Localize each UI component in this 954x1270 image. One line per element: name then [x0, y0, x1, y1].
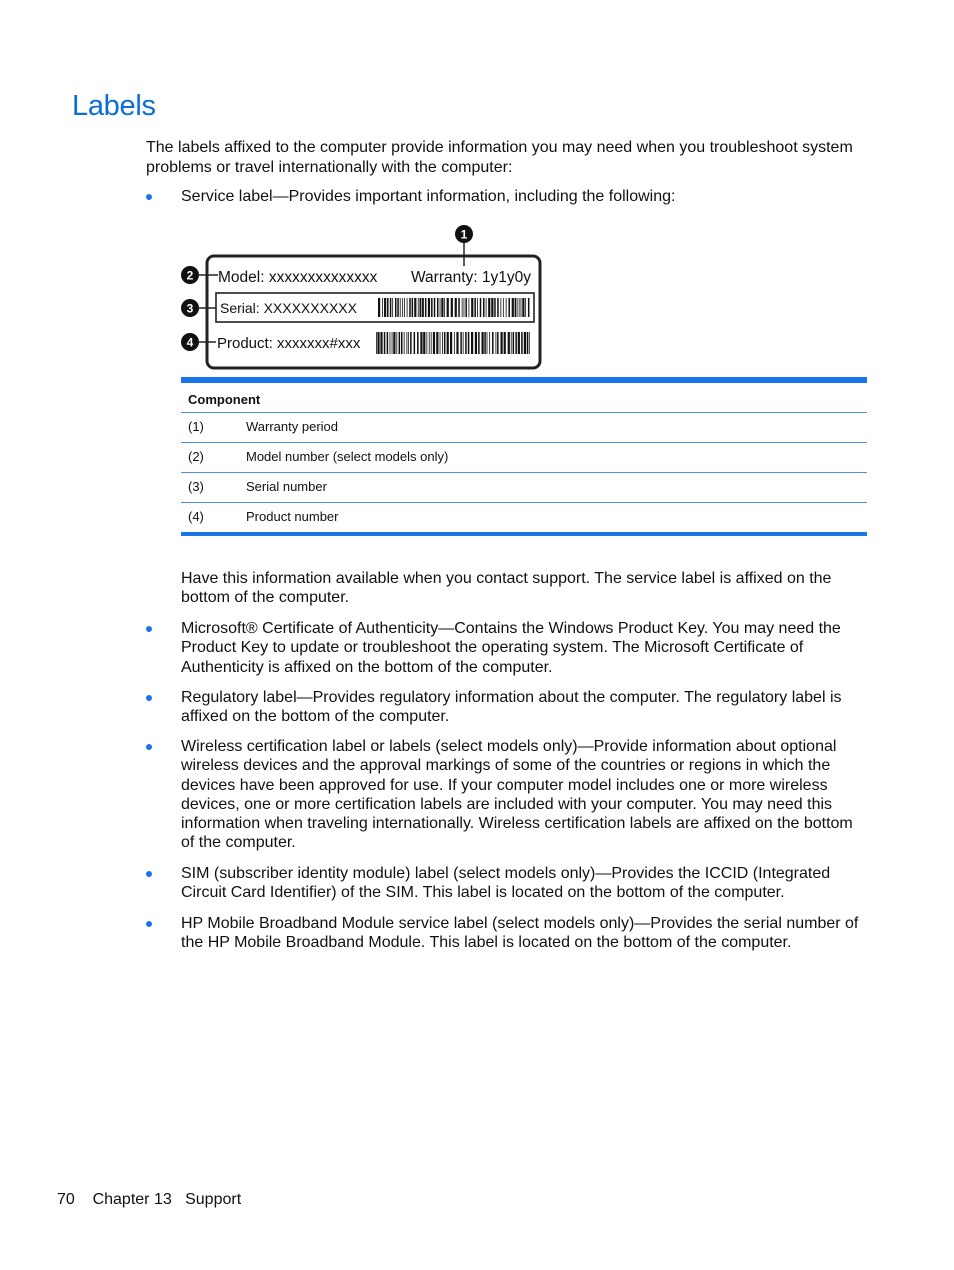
callout-number: 1 [460, 227, 468, 242]
barcode-bar [428, 298, 430, 317]
row-number: (4) [188, 509, 204, 524]
barcode-bar [399, 332, 401, 354]
barcode-bar [465, 332, 467, 354]
barcode-bar [384, 298, 386, 317]
barcode-bar [478, 332, 480, 354]
barcode-bar [393, 332, 395, 354]
barcode-bar [447, 332, 449, 354]
barcode-bar [431, 298, 433, 317]
bullet-text: HP Mobile Broadband Module service label (select models only)—Provides the serial number of the HP Mobile Broadband Module. This label is located on the bottom of the computer. [181, 915, 859, 952]
barcode-bar [497, 332, 499, 354]
bullet-dot-icon [146, 871, 152, 877]
barcode-bar [497, 298, 499, 317]
barcode-bar [401, 332, 403, 354]
table-row [181, 413, 867, 443]
intro-paragraph: The labels affixed to the computer provide information you may need when you troubleshoot system problems or travel internationally with the computer: [146, 139, 853, 176]
barcode-bar [456, 332, 458, 354]
barcode-bar [384, 332, 386, 354]
barcode-bar [529, 332, 530, 354]
barcode-bar [528, 298, 530, 317]
barcode-bar [387, 332, 389, 354]
barcode-bar [444, 332, 446, 354]
row-description: Serial number [246, 479, 327, 494]
barcode-bar [404, 332, 405, 354]
barcode-bar [451, 298, 453, 317]
barcode-bar [400, 298, 401, 317]
barcode-bar [500, 298, 501, 317]
table-header: Component [181, 383, 867, 413]
bullet-text: Microsoft® Certificate of Authenticity—Contains the Windows Product Key. You may need the Product Key to update or troubleshoot the operating system. The Microsoft Certificate of Authenticity is affixed on the bottom of the computer. [181, 620, 841, 676]
barcode-bar [440, 332, 441, 354]
barcode-bar [404, 298, 405, 317]
row-number: (2) [188, 449, 204, 464]
barcode-bar [477, 298, 478, 317]
barcode-bar [431, 332, 432, 354]
bullet-dot-icon [146, 744, 152, 750]
callout-number: 2 [186, 268, 194, 283]
barcode-bar [519, 298, 520, 317]
barcode-bar [444, 298, 445, 317]
barcode-bar [483, 298, 485, 317]
row-number: (1) [188, 419, 204, 434]
serial-text: Serial: XXXXXXXXXX [220, 300, 357, 316]
barcode-bar [420, 332, 422, 354]
barcode-bar [515, 298, 517, 317]
barcode-bar [475, 332, 477, 354]
barcode-bar [503, 298, 504, 317]
barcode-bar [390, 298, 392, 317]
barcode-bar [506, 298, 507, 317]
component-table [181, 377, 867, 536]
barcode-bar [474, 298, 476, 317]
barcode-bar [487, 332, 488, 354]
bullet-dot-icon [146, 194, 152, 200]
barcode-bar [414, 332, 416, 354]
footer-chapter: Chapter 13 [92, 1191, 172, 1208]
barcode-bar [425, 298, 427, 317]
barcode-bar [376, 332, 377, 354]
row-description: Product number [246, 509, 339, 524]
service-label-figure [178, 222, 544, 372]
barcode-bar [521, 332, 523, 354]
barcode-bar [471, 332, 473, 354]
barcode-bar [396, 332, 397, 354]
barcode-bar [390, 332, 391, 354]
barcode-bar [521, 298, 522, 317]
after-table-paragraph: Have this information available when you contact support. The service label is affixed on the bottom of the computer. [181, 570, 832, 607]
bullet-dot-icon [146, 695, 152, 701]
barcode-bar [513, 332, 515, 354]
barcode-bar [418, 298, 419, 317]
barcode-bar [517, 298, 518, 317]
bullet-text: Regulatory label—Provides regulatory information about the computer. The regulatory label is affixed on the bottom of the computer. [181, 689, 842, 726]
barcode-bar [527, 332, 529, 354]
page-title: Labels [72, 90, 156, 122]
barcode-bar [511, 332, 512, 354]
barcode-bar [460, 332, 462, 354]
barcode-bar [500, 332, 502, 354]
barcode-bar [377, 332, 379, 354]
barcode-bar [471, 298, 473, 317]
barcode-bar [387, 298, 389, 317]
barcode-bar [524, 332, 526, 354]
barcode-bar [410, 332, 412, 354]
barcode-bar [515, 332, 517, 354]
barcode-bar [422, 298, 424, 317]
bullet-dot-icon [146, 626, 152, 632]
barcode-bar [429, 332, 430, 354]
barcode-bar [378, 298, 380, 317]
barcode-bar [382, 298, 383, 317]
page-footer [57, 1191, 241, 1209]
row-description: Warranty period [246, 419, 338, 434]
row-description: Model number (select models only) [246, 449, 449, 464]
barcode-bar [441, 298, 443, 317]
warranty-text: Warranty: 1y1y0y [411, 269, 532, 286]
barcode-bar [437, 298, 439, 317]
barcode-bar [454, 332, 455, 354]
barcode-bar [494, 298, 496, 317]
barcode-bar [496, 332, 497, 354]
barcode-bar [412, 298, 414, 317]
barcode-bar [455, 298, 457, 317]
barcode-bar [397, 298, 399, 317]
barcode-bar [482, 332, 484, 354]
barcode-bar [419, 298, 421, 317]
barcode-bar [484, 332, 486, 354]
bullet-text: Service label—Provides important information, including the following: [181, 188, 676, 205]
barcode-bar [380, 332, 382, 354]
barcode-bar [426, 332, 427, 354]
barcode-bar [392, 298, 393, 317]
barcode-bar [442, 332, 443, 354]
barcode-bar [440, 298, 441, 317]
barcode-bar [392, 332, 393, 354]
barcode-bar [492, 332, 494, 354]
barcode-bar [417, 332, 419, 354]
product-text: Product: xxxxxxx#xxx [217, 335, 361, 352]
barcode-bar [395, 298, 397, 317]
barcode-bar [491, 298, 493, 317]
barcode-bar [522, 298, 524, 317]
barcode-bar [462, 298, 463, 317]
barcode-bar [414, 298, 416, 317]
row-number: (3) [188, 479, 204, 494]
page-number: 70 [57, 1191, 75, 1208]
bullet-dot-icon [146, 921, 152, 927]
bullet-text: SIM (subscriber identity module) label (select models only)—Provides the ICCID (Integrated Circuit Card Identifier) of the SIM. This label is located on the bottom of the computer. [181, 865, 831, 902]
model-text: Model: xxxxxxxxxxxxxx [218, 269, 378, 286]
barcode-bar [518, 332, 520, 354]
barcode-bar [504, 332, 506, 354]
callout-number: 3 [186, 301, 194, 316]
barcode-bar [489, 332, 490, 354]
barcode-bar [468, 332, 470, 354]
footer-section: Support [185, 1191, 242, 1208]
barcode-bar [436, 332, 438, 354]
barcode-bar [407, 298, 408, 317]
callout-number: 4 [186, 335, 194, 350]
barcode-bar [402, 298, 403, 317]
barcode-bar [423, 332, 425, 354]
barcode-bar [465, 298, 467, 317]
bullet-text: Wireless certification label or labels (select models only)—Provide information about optional wireless devices and the approval markings of some of the countries or regions in which the devices have been approved for use. If your computer model includes one or more wireless devices, one or more certification labels are included with your computer. You may need this information when traveling internationally. Wireless certification labels are affixed on the bottom of the computer. [181, 738, 853, 852]
barcode-bar [406, 332, 407, 354]
barcode-bar [525, 298, 526, 317]
table-row [181, 503, 867, 532]
barcode-bar [488, 298, 490, 317]
barcode-bar [458, 298, 460, 317]
barcode-bar [409, 298, 411, 317]
barcode-bar [480, 298, 482, 317]
barcode-bar [450, 332, 452, 354]
barcode-bar [486, 298, 487, 317]
barcode-bar [433, 332, 435, 354]
barcode-bar [508, 298, 510, 317]
barcode-bar [508, 332, 510, 354]
barcode-bar [463, 332, 464, 354]
barcode-bar [512, 298, 514, 317]
barcode-bar [464, 298, 465, 317]
table-row [181, 443, 867, 473]
barcode-bar [469, 298, 470, 317]
barcode-bar [447, 298, 449, 317]
barcode-bar [434, 298, 436, 317]
barcode-bar [408, 332, 409, 354]
table-row [181, 473, 867, 503]
